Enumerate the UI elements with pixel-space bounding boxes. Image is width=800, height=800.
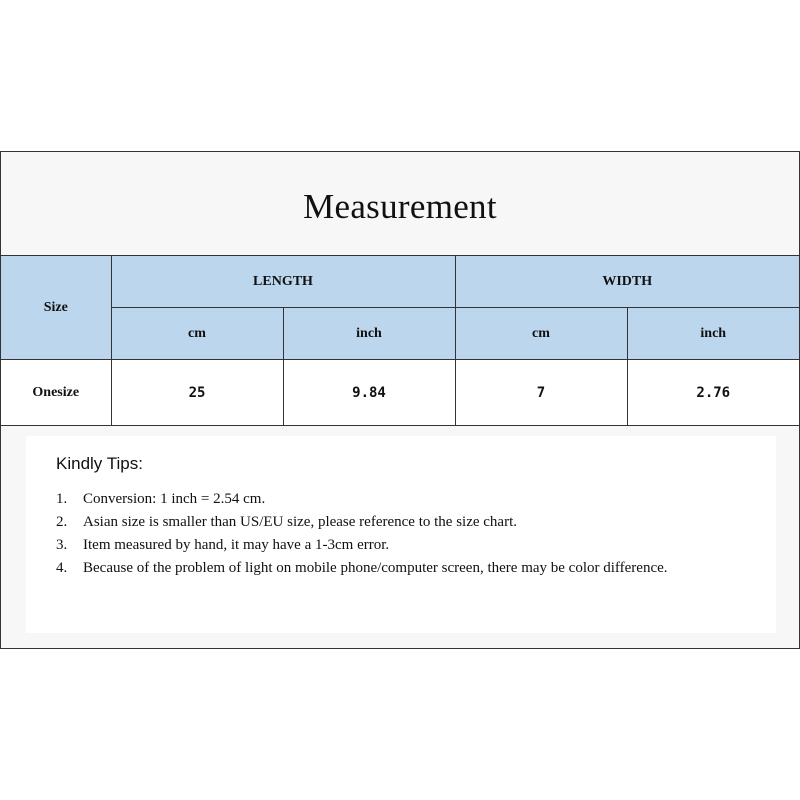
tip-number: 1. xyxy=(56,491,68,507)
table-header-row-groups xyxy=(1,256,799,308)
tips-title: Kindly Tips: xyxy=(56,454,143,473)
tip-number: 3. xyxy=(56,537,68,553)
tip-number: 2. xyxy=(56,514,68,530)
width-header: WIDTH xyxy=(455,256,799,308)
tip-item xyxy=(56,557,696,580)
width-cm-cell: 7 xyxy=(455,360,627,426)
length-cm-header: cm xyxy=(111,308,283,360)
tip-text: Because of the problem of light on mobile phone/computer screen, there may be color difference. xyxy=(83,560,668,576)
page-title: Measurement xyxy=(303,186,497,226)
tip-item xyxy=(56,511,696,534)
size-column-header: Size xyxy=(1,256,111,360)
tip-text: Conversion: 1 inch = 2.54 cm. xyxy=(83,491,266,507)
width-inch-header: inch xyxy=(627,308,799,360)
tip-item xyxy=(56,534,696,557)
length-inch-cell: 9.84 xyxy=(283,360,455,426)
tips-panel xyxy=(26,436,776,633)
width-inch-cell: 2.76 xyxy=(627,360,799,426)
title-band xyxy=(1,152,799,256)
tip-text: Asian size is smaller than US/EU size, please reference to the size chart. xyxy=(83,514,517,530)
table-header-row-units xyxy=(1,308,799,360)
size-table xyxy=(1,255,799,426)
length-header: LENGTH xyxy=(111,256,455,308)
length-inch-header: inch xyxy=(283,308,455,360)
tip-text: Item measured by hand, it may have a 1-3cm error. xyxy=(83,537,390,553)
width-cm-header: cm xyxy=(455,308,627,360)
tip-number: 4. xyxy=(56,560,68,576)
tip-item xyxy=(56,488,696,511)
measurement-card xyxy=(0,151,800,649)
tips-list xyxy=(56,488,696,580)
size-cell: Onesize xyxy=(1,360,111,426)
table-row xyxy=(1,360,799,426)
length-cm-cell: 25 xyxy=(111,360,283,426)
